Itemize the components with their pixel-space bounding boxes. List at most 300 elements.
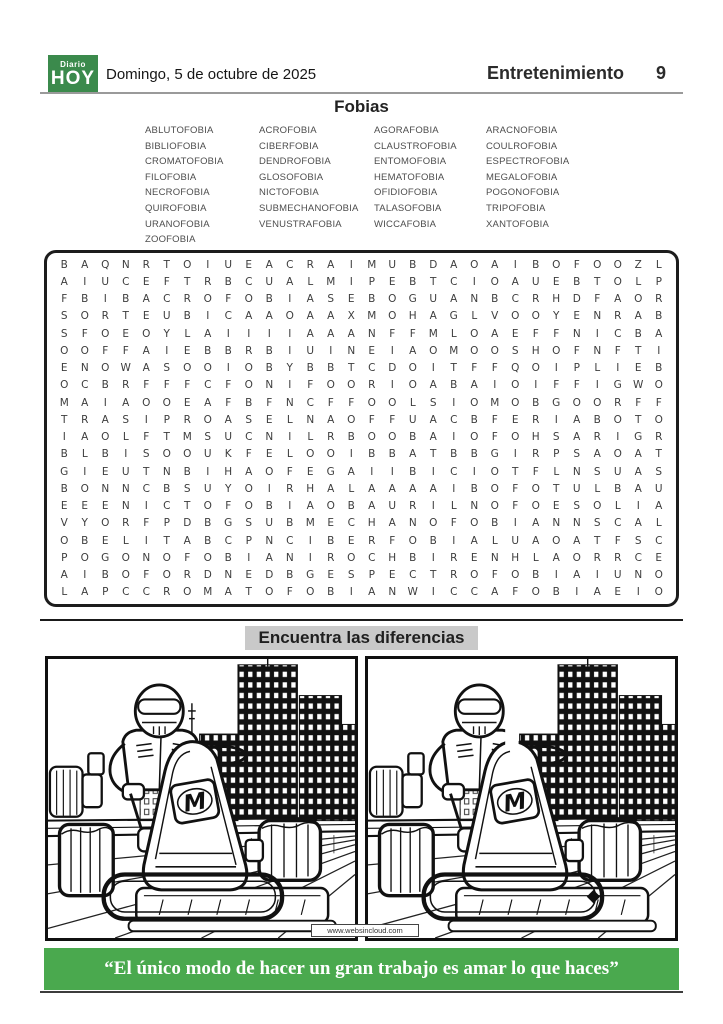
grid-letter: O: [80, 551, 89, 564]
grid-letter: O: [470, 344, 479, 357]
grid-letter: O: [183, 258, 192, 271]
grid-letter: S: [573, 448, 581, 461]
grid-letter: E: [552, 275, 560, 288]
phobia-word: WICCAFOBIA: [374, 218, 437, 230]
grid-letter: F: [389, 534, 396, 547]
grid-letter: S: [60, 327, 68, 340]
grid-letter: L: [450, 500, 457, 513]
grid-letter: E: [122, 327, 130, 340]
grid-letter: I: [267, 482, 271, 495]
grid-letter: O: [470, 258, 479, 271]
grid-letter: F: [389, 413, 396, 426]
grid-letter: A: [409, 344, 417, 357]
grid-letter: N: [347, 344, 356, 357]
grid-letter: I: [431, 586, 435, 599]
grid-letter: A: [60, 569, 68, 582]
grid-letter: R: [368, 534, 376, 547]
grid-letter: L: [61, 586, 68, 599]
grid-letter: O: [531, 586, 540, 599]
grid-letter: C: [286, 258, 294, 271]
grid-letter: R: [450, 569, 458, 582]
grid-letter: B: [81, 293, 89, 306]
grid-letter: R: [245, 344, 253, 357]
grid-letter: A: [573, 431, 581, 444]
grid-letter: N: [634, 569, 643, 582]
grid-letter: I: [308, 551, 312, 564]
phobia-word: HEMATOFOBIA: [374, 171, 445, 183]
phobia-word: COULROFOBIA: [486, 140, 558, 152]
grid-letter: V: [60, 517, 68, 530]
page-number: 9: [656, 63, 667, 83]
grid-letter: I: [288, 431, 292, 444]
grid-letter: A: [634, 517, 642, 530]
grid-letter: N: [121, 500, 130, 513]
grid-letter: F: [553, 327, 560, 340]
grid-letter: A: [573, 413, 581, 426]
phobia-word: CROMATOFOBIA: [145, 156, 224, 168]
grid-letter: O: [490, 344, 499, 357]
grid-letter: I: [636, 586, 640, 599]
grid-letter: A: [368, 482, 376, 495]
grid-letter: F: [266, 396, 273, 409]
grid-letter: E: [511, 327, 519, 340]
grid-letter: T: [594, 534, 601, 547]
grid-letter: I: [247, 327, 251, 340]
grid-letter: A: [429, 482, 437, 495]
grid-letter: O: [490, 500, 499, 513]
grid-letter: A: [142, 344, 150, 357]
grid-letter: Y: [163, 327, 170, 340]
grid-letter: O: [60, 344, 69, 357]
phobia-word: VENUSTRAFOBIA: [259, 218, 342, 230]
grid-letter: P: [368, 275, 375, 288]
grid-letter: C: [450, 275, 458, 288]
phobia-word: FILOFOBIA: [145, 171, 197, 183]
grid-letter: I: [165, 344, 169, 357]
wordsearch-frame: [44, 250, 679, 607]
grid-letter: O: [388, 310, 397, 323]
grid-letter: C: [81, 379, 89, 392]
grid-letter: B: [368, 448, 376, 461]
grid-letter: I: [452, 482, 456, 495]
grid-letter: N: [285, 551, 294, 564]
grid-letter: R: [327, 431, 335, 444]
grid-letter: F: [286, 465, 293, 478]
grid-letter: N: [142, 551, 151, 564]
grid-letter: B: [388, 448, 396, 461]
grid-letter: O: [511, 396, 520, 409]
grid-letter: F: [286, 586, 293, 599]
grid-letter: F: [491, 413, 498, 426]
grid-letter: C: [163, 500, 171, 513]
grid-letter: E: [60, 500, 68, 513]
grid-letter: L: [553, 465, 560, 478]
grid-letter: N: [367, 327, 376, 340]
grid-letter: H: [552, 293, 561, 306]
grid-letter: I: [267, 327, 271, 340]
grid-letter: C: [286, 534, 294, 547]
grid-letter: L: [635, 275, 642, 288]
grid-letter: S: [163, 362, 171, 375]
phobia-word: NECROFOBIA: [145, 187, 210, 199]
grid-letter: M: [182, 431, 192, 444]
grid-letter: I: [62, 431, 66, 444]
watermark-label: www.websincloud.com: [311, 924, 419, 937]
grid-letter: E: [142, 310, 150, 323]
kart-scene-left: [48, 659, 355, 938]
phobia-word: DENDROFOBIA: [259, 156, 331, 168]
grid-letter: A: [429, 413, 437, 426]
grid-letter: O: [367, 431, 376, 444]
grid-letter: O: [613, 275, 622, 288]
grid-letter: A: [265, 258, 273, 271]
grid-letter: U: [121, 465, 130, 478]
grid-letter: N: [552, 517, 561, 530]
grid-letter: O: [490, 465, 499, 478]
grid-letter: L: [655, 258, 662, 271]
grid-letter: O: [162, 448, 171, 461]
grid-letter: V: [491, 310, 499, 323]
grid-letter: O: [470, 431, 479, 444]
quote-bar: [44, 948, 679, 990]
grid-letter: P: [655, 275, 662, 288]
grid-letter: B: [491, 293, 499, 306]
grid-letter: T: [594, 275, 601, 288]
grid-letter: O: [593, 396, 602, 409]
grid-letter: B: [306, 362, 314, 375]
grid-letter: G: [634, 431, 643, 444]
grid-letter: I: [472, 465, 476, 478]
grid-letter: S: [60, 310, 68, 323]
grid-letter: C: [122, 586, 130, 599]
grid-letter: F: [553, 379, 560, 392]
grid-letter: I: [616, 362, 620, 375]
grid-letter: H: [306, 482, 315, 495]
grid-letter: E: [573, 310, 581, 323]
grid-letter: N: [121, 482, 130, 495]
grid-letter: O: [531, 362, 540, 375]
grid-letter: A: [491, 586, 499, 599]
grid-letter: F: [102, 344, 109, 357]
grid-letter: T: [163, 431, 170, 444]
grid-letter: A: [573, 534, 581, 547]
grid-letter: O: [388, 396, 397, 409]
grid-letter: I: [206, 310, 210, 323]
grid-letter: C: [634, 551, 642, 564]
grid-letter: I: [431, 551, 435, 564]
grid-letter: O: [265, 586, 274, 599]
grid-letter: F: [655, 396, 662, 409]
grid-letter: I: [554, 413, 558, 426]
grid-letter: O: [511, 431, 520, 444]
grid-letter: L: [286, 413, 293, 426]
grid-letter: O: [552, 258, 561, 271]
grid-letter: N: [80, 362, 89, 375]
phobia-word: TRIPOFOBIA: [486, 202, 546, 214]
grid-letter: O: [244, 362, 253, 375]
grid-letter: B: [327, 534, 335, 547]
grid-letter: T: [450, 362, 457, 375]
grid-letter: U: [265, 275, 274, 288]
grid-letter: L: [491, 534, 498, 547]
grid-letter: O: [142, 327, 151, 340]
grid-letter: U: [162, 310, 171, 323]
phobia-word: MEGALOFOBIA: [486, 171, 558, 183]
phobia-word: TALASOFOBIA: [374, 202, 442, 214]
grid-letter: T: [635, 344, 642, 357]
grid-letter: A: [634, 310, 642, 323]
grid-letter: U: [101, 275, 110, 288]
grid-letter: A: [327, 413, 335, 426]
phobia-word: AGORAFOBIA: [374, 125, 439, 136]
grid-letter: A: [655, 500, 663, 513]
grid-letter: P: [61, 551, 68, 564]
grid-letter: B: [470, 448, 478, 461]
word-column-4: [486, 123, 598, 232]
grid-letter: F: [143, 569, 150, 582]
word-column-2: [259, 123, 371, 232]
grid-letter: O: [470, 517, 479, 530]
grid-letter: E: [511, 413, 519, 426]
grid-letter: B: [101, 569, 109, 582]
grid-letter: Z: [634, 258, 642, 271]
grid-letter: U: [388, 258, 397, 271]
grid-letter: A: [388, 482, 396, 495]
grid-letter: R: [306, 258, 314, 271]
grid-letter: O: [654, 379, 663, 392]
grid-letter: S: [511, 344, 519, 357]
grid-letter: O: [429, 344, 438, 357]
grid-letter: F: [450, 517, 457, 530]
grid-letter: O: [101, 362, 110, 375]
grid-letter: I: [431, 362, 435, 375]
grid-letter: I: [226, 362, 230, 375]
grid-letter: C: [347, 517, 355, 530]
grid-letter: U: [531, 275, 540, 288]
grid-letter: B: [204, 517, 212, 530]
grid-letter: B: [265, 362, 273, 375]
grid-letter: A: [265, 551, 273, 564]
grid-letter: F: [327, 396, 334, 409]
grid-letter: O: [183, 586, 192, 599]
grid-letter: B: [204, 344, 212, 357]
grid-letter: O: [511, 379, 520, 392]
grid-letter: T: [655, 448, 662, 461]
grid-letter: C: [614, 517, 622, 530]
grid-letter: E: [634, 362, 642, 375]
grid-letter: A: [204, 327, 212, 340]
grid-letter: A: [368, 500, 376, 513]
phobia-word: ACROFOBIA: [259, 125, 317, 136]
grid-letter: A: [409, 448, 417, 461]
grid-letter: O: [285, 310, 294, 323]
grid-letter: S: [142, 448, 150, 461]
grid-letter: C: [655, 534, 663, 547]
grid-letter: D: [572, 293, 581, 306]
grid-letter: B: [593, 413, 601, 426]
grid-letter: O: [429, 517, 438, 530]
grid-letter: F: [491, 569, 498, 582]
grid-letter: B: [224, 275, 232, 288]
grid-letter: I: [144, 413, 148, 426]
grid-letter: B: [122, 293, 130, 306]
grid-letter: C: [204, 379, 212, 392]
grid-letter: O: [408, 379, 417, 392]
grid-letter: C: [122, 275, 130, 288]
grid-letter: O: [306, 448, 315, 461]
grid-letter: H: [531, 431, 540, 444]
grid-letter: F: [122, 344, 129, 357]
phobia-word: NICTOFOBIA: [259, 187, 319, 199]
grid-letter: F: [389, 327, 396, 340]
grid-letter: A: [409, 482, 417, 495]
grid-letter: M: [367, 258, 377, 271]
grid-letter: O: [388, 431, 397, 444]
grid-letter: A: [224, 586, 232, 599]
grid-letter: O: [572, 551, 581, 564]
grid-letter: O: [60, 534, 69, 547]
grid-letter: O: [203, 500, 212, 513]
grid-letter: K: [224, 448, 232, 461]
grid-letter: E: [347, 293, 355, 306]
grid-letter: I: [472, 275, 476, 288]
grid-letter: A: [122, 396, 130, 409]
grid-letter: W: [120, 362, 131, 375]
grid-letter: E: [306, 465, 314, 478]
grid-letter: I: [513, 448, 517, 461]
grid-letter: C: [245, 431, 253, 444]
grid-letter: B: [409, 258, 417, 271]
grid-letter: I: [534, 379, 538, 392]
grid-letter: C: [245, 275, 253, 288]
grid-letter: U: [654, 482, 663, 495]
grid-letter: O: [572, 396, 581, 409]
grid-letter: F: [225, 500, 232, 513]
grid-letter: O: [552, 344, 561, 357]
grid-letter: N: [121, 258, 130, 271]
grid-letter: H: [511, 551, 520, 564]
grid-letter: F: [368, 413, 375, 426]
phobia-word: ENTOMOFOBIA: [374, 156, 447, 168]
grid-letter: A: [60, 275, 68, 288]
grid-letter: A: [327, 310, 335, 323]
grid-letter: B: [265, 500, 273, 513]
grid-letter: A: [552, 551, 560, 564]
grid-letter: B: [409, 431, 417, 444]
grid-letter: A: [327, 327, 335, 340]
grid-letter: O: [408, 362, 417, 375]
grid-letter: A: [183, 534, 191, 547]
grid-letter: S: [347, 569, 355, 582]
section-divider: [40, 619, 683, 621]
grid-letter: F: [143, 431, 150, 444]
grid-letter: Q: [101, 258, 110, 271]
grid-letter: F: [512, 482, 519, 495]
grid-letter: U: [511, 534, 520, 547]
grid-letter: R: [614, 396, 622, 409]
grid-letter: C: [142, 586, 150, 599]
grid-letter: I: [575, 586, 579, 599]
grid-letter: N: [470, 293, 479, 306]
grid-letter: C: [224, 310, 232, 323]
grid-letter: B: [60, 482, 68, 495]
grid-letter: D: [388, 362, 397, 375]
grid-letter: S: [593, 465, 601, 478]
grid-letter: B: [347, 431, 355, 444]
grid-letter: I: [554, 362, 558, 375]
wordsearch-grid: [54, 256, 669, 601]
grid-letter: S: [245, 517, 253, 530]
grid-letter: O: [142, 396, 151, 409]
grid-letter: I: [390, 379, 394, 392]
grid-letter: I: [431, 465, 435, 478]
grid-letter: I: [513, 517, 517, 530]
grid-letter: B: [245, 396, 253, 409]
grid-letter: A: [245, 310, 253, 323]
grid-letter: A: [634, 448, 642, 461]
grid-letter: S: [183, 482, 191, 495]
grid-letter: E: [388, 569, 396, 582]
grid-letter: I: [103, 396, 107, 409]
grid-letter: N: [572, 327, 581, 340]
grid-letter: R: [122, 517, 130, 530]
grid-letter: X: [347, 310, 355, 323]
grid-letter: A: [306, 293, 314, 306]
grid-letter: R: [532, 293, 540, 306]
grid-letter: C: [409, 569, 417, 582]
grid-letter: I: [288, 327, 292, 340]
grid-letter: I: [83, 275, 87, 288]
grid-letter: N: [265, 534, 274, 547]
grid-letter: E: [327, 569, 335, 582]
grid-letter: B: [614, 482, 622, 495]
grid-letter: O: [593, 500, 602, 513]
grid-letter: T: [122, 310, 129, 323]
grid-letter: F: [573, 379, 580, 392]
grid-letter: E: [470, 551, 478, 564]
grid-letter: O: [654, 586, 663, 599]
grid-letter: R: [81, 413, 89, 426]
grid-letter: I: [83, 465, 87, 478]
grid-letter: Y: [81, 517, 88, 530]
grid-letter: R: [614, 551, 622, 564]
grid-letter: P: [553, 448, 560, 461]
grid-letter: T: [184, 500, 191, 513]
grid-letter: B: [101, 379, 109, 392]
grid-letter: L: [286, 448, 293, 461]
grid-letter: I: [288, 344, 292, 357]
grid-letter: A: [491, 258, 499, 271]
grid-letter: O: [244, 482, 253, 495]
grid-letter: A: [388, 517, 396, 530]
grid-letter: B: [368, 293, 376, 306]
grid-letter: B: [204, 534, 212, 547]
grid-letter: N: [593, 344, 602, 357]
grid-letter: U: [203, 448, 212, 461]
grid-letter: C: [450, 586, 458, 599]
grid-letter: T: [61, 413, 68, 426]
grid-letter: G: [60, 465, 69, 478]
grid-letter: I: [83, 569, 87, 582]
grid-letter: I: [288, 500, 292, 513]
grid-letter: E: [614, 586, 622, 599]
grid-letter: F: [225, 396, 232, 409]
grid-letter: A: [306, 500, 314, 513]
grid-letter: O: [60, 379, 69, 392]
phobia-word: URANOFOBIA: [145, 218, 210, 230]
grid-letter: L: [594, 482, 601, 495]
grid-letter: A: [204, 396, 212, 409]
